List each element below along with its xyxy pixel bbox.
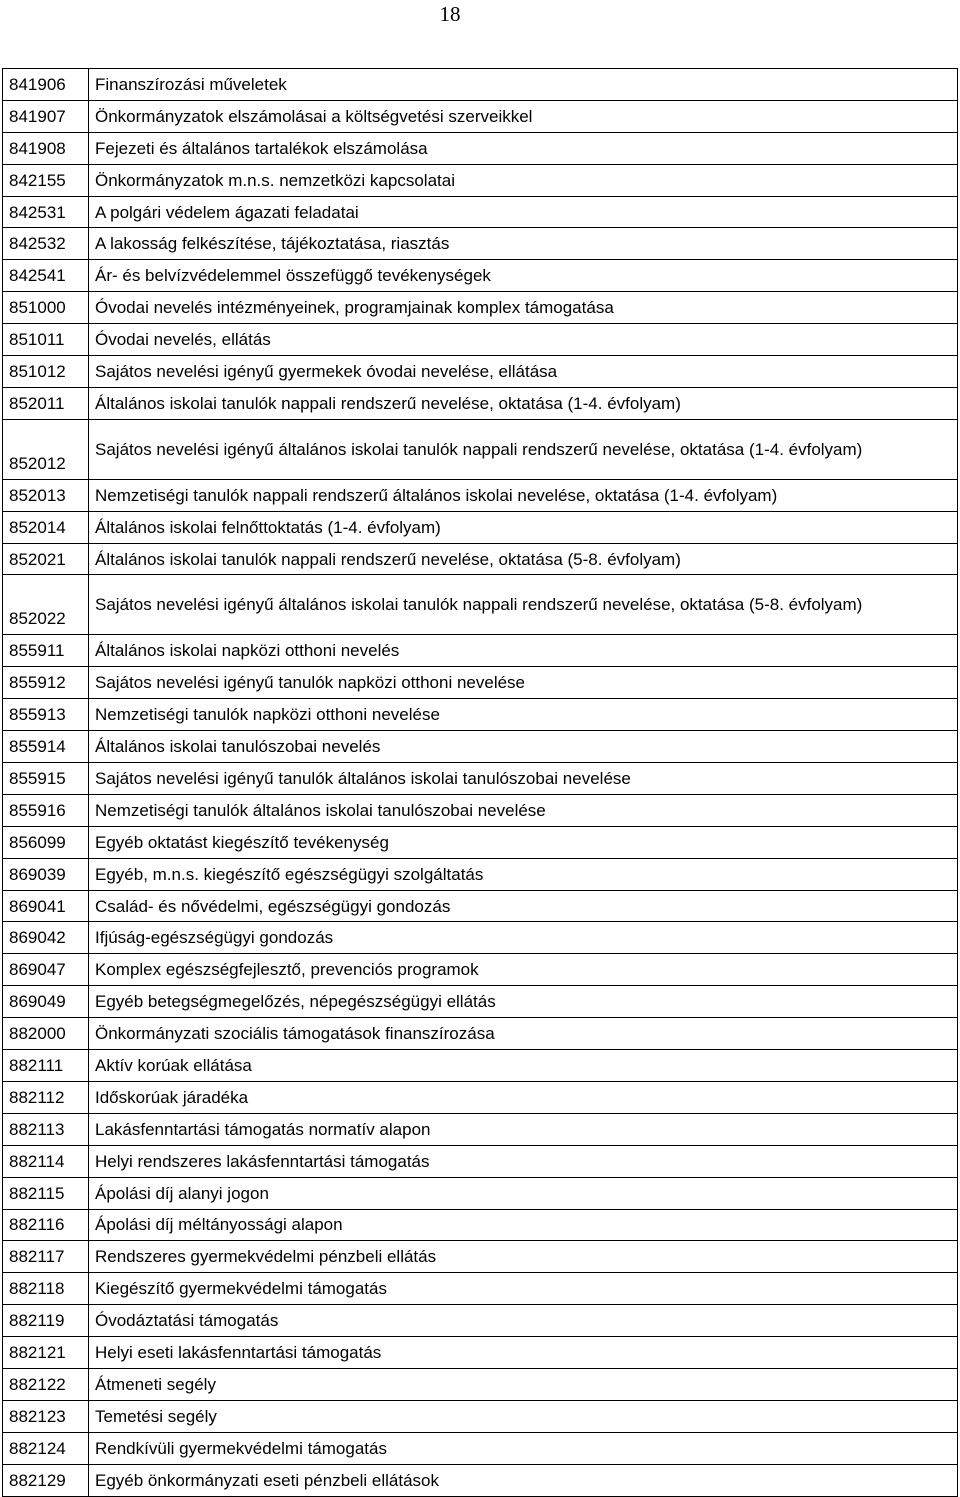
table-row (3, 1177, 958, 1209)
table-row (3, 1081, 958, 1113)
activity-description: Ifjúság-egészségügyi gondozás (89, 922, 958, 954)
activity-description: Temetési segély (89, 1400, 958, 1432)
table-row (3, 1400, 958, 1432)
activity-description: Kiegészítő gyermekvédelmi támogatás (89, 1273, 958, 1305)
table-row (3, 511, 958, 543)
table-row (3, 387, 958, 419)
table-row (3, 69, 958, 101)
table-row (3, 922, 958, 954)
activity-code: 882123 (3, 1400, 89, 1432)
activity-code: 882129 (3, 1464, 89, 1496)
activity-code: 869049 (3, 986, 89, 1018)
table-row (3, 356, 958, 388)
activity-code: 852022 (3, 575, 89, 635)
activity-code: 882000 (3, 1018, 89, 1050)
table-row (3, 699, 958, 731)
activity-code: 855914 (3, 731, 89, 763)
table-row (3, 1464, 958, 1496)
table-row (3, 1145, 958, 1177)
activity-description: Óvodai nevelés, ellátás (89, 324, 958, 356)
activity-description: Aktív korúak ellátása (89, 1050, 958, 1082)
table-row (3, 1368, 958, 1400)
activity-description: Időskorúak járadéka (89, 1081, 958, 1113)
table-row (3, 858, 958, 890)
activity-description: Általános iskolai tanulók nappali rendszerű nevelése, oktatása (5-8. évfolyam) (89, 543, 958, 575)
table-row (3, 575, 958, 635)
activity-description: Általános iskolai napközi otthoni nevelés (89, 635, 958, 667)
table-row (3, 1273, 958, 1305)
table-row (3, 890, 958, 922)
table-row (3, 731, 958, 763)
activity-description: Finanszírozási műveletek (89, 69, 958, 101)
activity-code: 852011 (3, 387, 89, 419)
activity-description: Nemzetiségi tanulók nappali rendszerű általános iskolai nevelése, oktatása (1-4. évfolyam) (89, 479, 958, 511)
table-row (3, 100, 958, 132)
table-row (3, 196, 958, 228)
activity-code: 855913 (3, 699, 89, 731)
activity-code: 882116 (3, 1209, 89, 1241)
activity-code: 851012 (3, 356, 89, 388)
table-row (3, 1305, 958, 1337)
activity-code: 855912 (3, 667, 89, 699)
activity-code: 852013 (3, 479, 89, 511)
activity-code: 882121 (3, 1337, 89, 1369)
table-row (3, 1018, 958, 1050)
activity-description: Egyéb betegségmegelőzés, népegészségügyi ellátás (89, 986, 958, 1018)
table-row (3, 228, 958, 260)
activity-code: 856099 (3, 826, 89, 858)
table-row (3, 419, 958, 479)
activity-code-table (2, 68, 958, 1497)
activity-description: A polgári védelem ágazati feladatai (89, 196, 958, 228)
table-row (3, 132, 958, 164)
table-row (3, 292, 958, 324)
table-row (3, 635, 958, 667)
table-row (3, 1241, 958, 1273)
activity-code: 842541 (3, 260, 89, 292)
table-row (3, 1432, 958, 1464)
activity-description: Ápolási díj méltányossági alapon (89, 1209, 958, 1241)
activity-code: 852021 (3, 543, 89, 575)
activity-code: 882114 (3, 1145, 89, 1177)
activity-description: A lakosság felkészítése, tájékoztatása, riasztás (89, 228, 958, 260)
activity-code: 852012 (3, 419, 89, 479)
activity-description: Sajátos nevelési igényű általános iskolai tanulók nappali rendszerű nevelése, oktatása (5-8. évfolyam) (89, 575, 958, 635)
table-row (3, 1050, 958, 1082)
activity-code: 882117 (3, 1241, 89, 1273)
activity-description: Óvodáztatási támogatás (89, 1305, 958, 1337)
activity-code: 869042 (3, 922, 89, 954)
activity-code: 855915 (3, 763, 89, 795)
table-row (3, 164, 958, 196)
activity-code: 851000 (3, 292, 89, 324)
table-row (3, 794, 958, 826)
page-number: 18 (439, 2, 461, 26)
activity-code: 852014 (3, 511, 89, 543)
activity-code: 869047 (3, 954, 89, 986)
activity-description: Ápolási díj alanyi jogon (89, 1177, 958, 1209)
activity-code: 869039 (3, 858, 89, 890)
activity-description: Egyéb önkormányzati eseti pénzbeli ellátások (89, 1464, 958, 1496)
activity-description: Nemzetiségi tanulók általános iskolai tanulószobai nevelése (89, 794, 958, 826)
activity-code: 869041 (3, 890, 89, 922)
activity-description: Átmeneti segély (89, 1368, 958, 1400)
activity-code: 882119 (3, 1305, 89, 1337)
table-row (3, 986, 958, 1018)
activity-description: Általános iskolai felnőttoktatás (1-4. évfolyam) (89, 511, 958, 543)
activity-description: Önkormányzatok elszámolásai a költségvetési szerveikkel (89, 100, 958, 132)
table-row (3, 954, 958, 986)
activity-description: Fejezeti és általános tartalékok elszámolása (89, 132, 958, 164)
table-row (3, 1209, 958, 1241)
activity-code: 882112 (3, 1081, 89, 1113)
activity-description: Sajátos nevelési igényű tanulók általános iskolai tanulószobai nevelése (89, 763, 958, 795)
activity-description: Általános iskolai tanulószobai nevelés (89, 731, 958, 763)
table-row (3, 763, 958, 795)
activity-code: 882113 (3, 1113, 89, 1145)
activity-description: Önkormányzatok m.n.s. nemzetközi kapcsolatai (89, 164, 958, 196)
activity-code: 882111 (3, 1050, 89, 1082)
activity-description: Helyi eseti lakásfenntartási támogatás (89, 1337, 958, 1369)
activity-code: 842531 (3, 196, 89, 228)
activity-description: Sajátos nevelési igényű gyermekek óvodai nevelése, ellátása (89, 356, 958, 388)
activity-code: 882118 (3, 1273, 89, 1305)
activity-description: Komplex egészségfejlesztő, prevenciós programok (89, 954, 958, 986)
table-row (3, 479, 958, 511)
activity-description: Család- és nővédelmi, egészségügyi gondozás (89, 890, 958, 922)
activity-code: 841906 (3, 69, 89, 101)
activity-code: 842532 (3, 228, 89, 260)
activity-description: Rendkívüli gyermekvédelmi támogatás (89, 1432, 958, 1464)
activity-description: Ár- és belvízvédelemmel összefüggő tevékenységek (89, 260, 958, 292)
table-row (3, 543, 958, 575)
activity-code: 851011 (3, 324, 89, 356)
activity-code: 882115 (3, 1177, 89, 1209)
activity-description: Helyi rendszeres lakásfenntartási támogatás (89, 1145, 958, 1177)
activity-description: Nemzetiségi tanulók napközi otthoni nevelése (89, 699, 958, 731)
table-row (3, 826, 958, 858)
table-row (3, 260, 958, 292)
activity-description: Lakásfenntartási támogatás normatív alapon (89, 1113, 958, 1145)
activity-description: Óvodai nevelés intézményeinek, programjainak komplex támogatása (89, 292, 958, 324)
activity-description: Sajátos nevelési igényű általános iskolai tanulók nappali rendszerű nevelése, oktatása (1-4. évfolyam) (89, 419, 958, 479)
table-row (3, 1113, 958, 1145)
table-row (3, 667, 958, 699)
activity-code: 882124 (3, 1432, 89, 1464)
activity-code: 855911 (3, 635, 89, 667)
activity-code: 841907 (3, 100, 89, 132)
table-row (3, 324, 958, 356)
activity-code: 841908 (3, 132, 89, 164)
activity-description: Rendszeres gyermekvédelmi pénzbeli ellátás (89, 1241, 958, 1273)
activity-description: Sajátos nevelési igényű tanulók napközi otthoni nevelése (89, 667, 958, 699)
activity-code: 842155 (3, 164, 89, 196)
table-body (3, 69, 958, 1497)
activity-description: Egyéb oktatást kiegészítő tevékenység (89, 826, 958, 858)
activity-code: 855916 (3, 794, 89, 826)
activity-description: Általános iskolai tanulók nappali rendszerű nevelése, oktatása (1-4. évfolyam) (89, 387, 958, 419)
activity-description: Önkormányzati szociális támogatások finanszírozása (89, 1018, 958, 1050)
activity-code: 882122 (3, 1368, 89, 1400)
activity-description: Egyéb, m.n.s. kiegészítő egészségügyi szolgáltatás (89, 858, 958, 890)
table-row (3, 1337, 958, 1369)
